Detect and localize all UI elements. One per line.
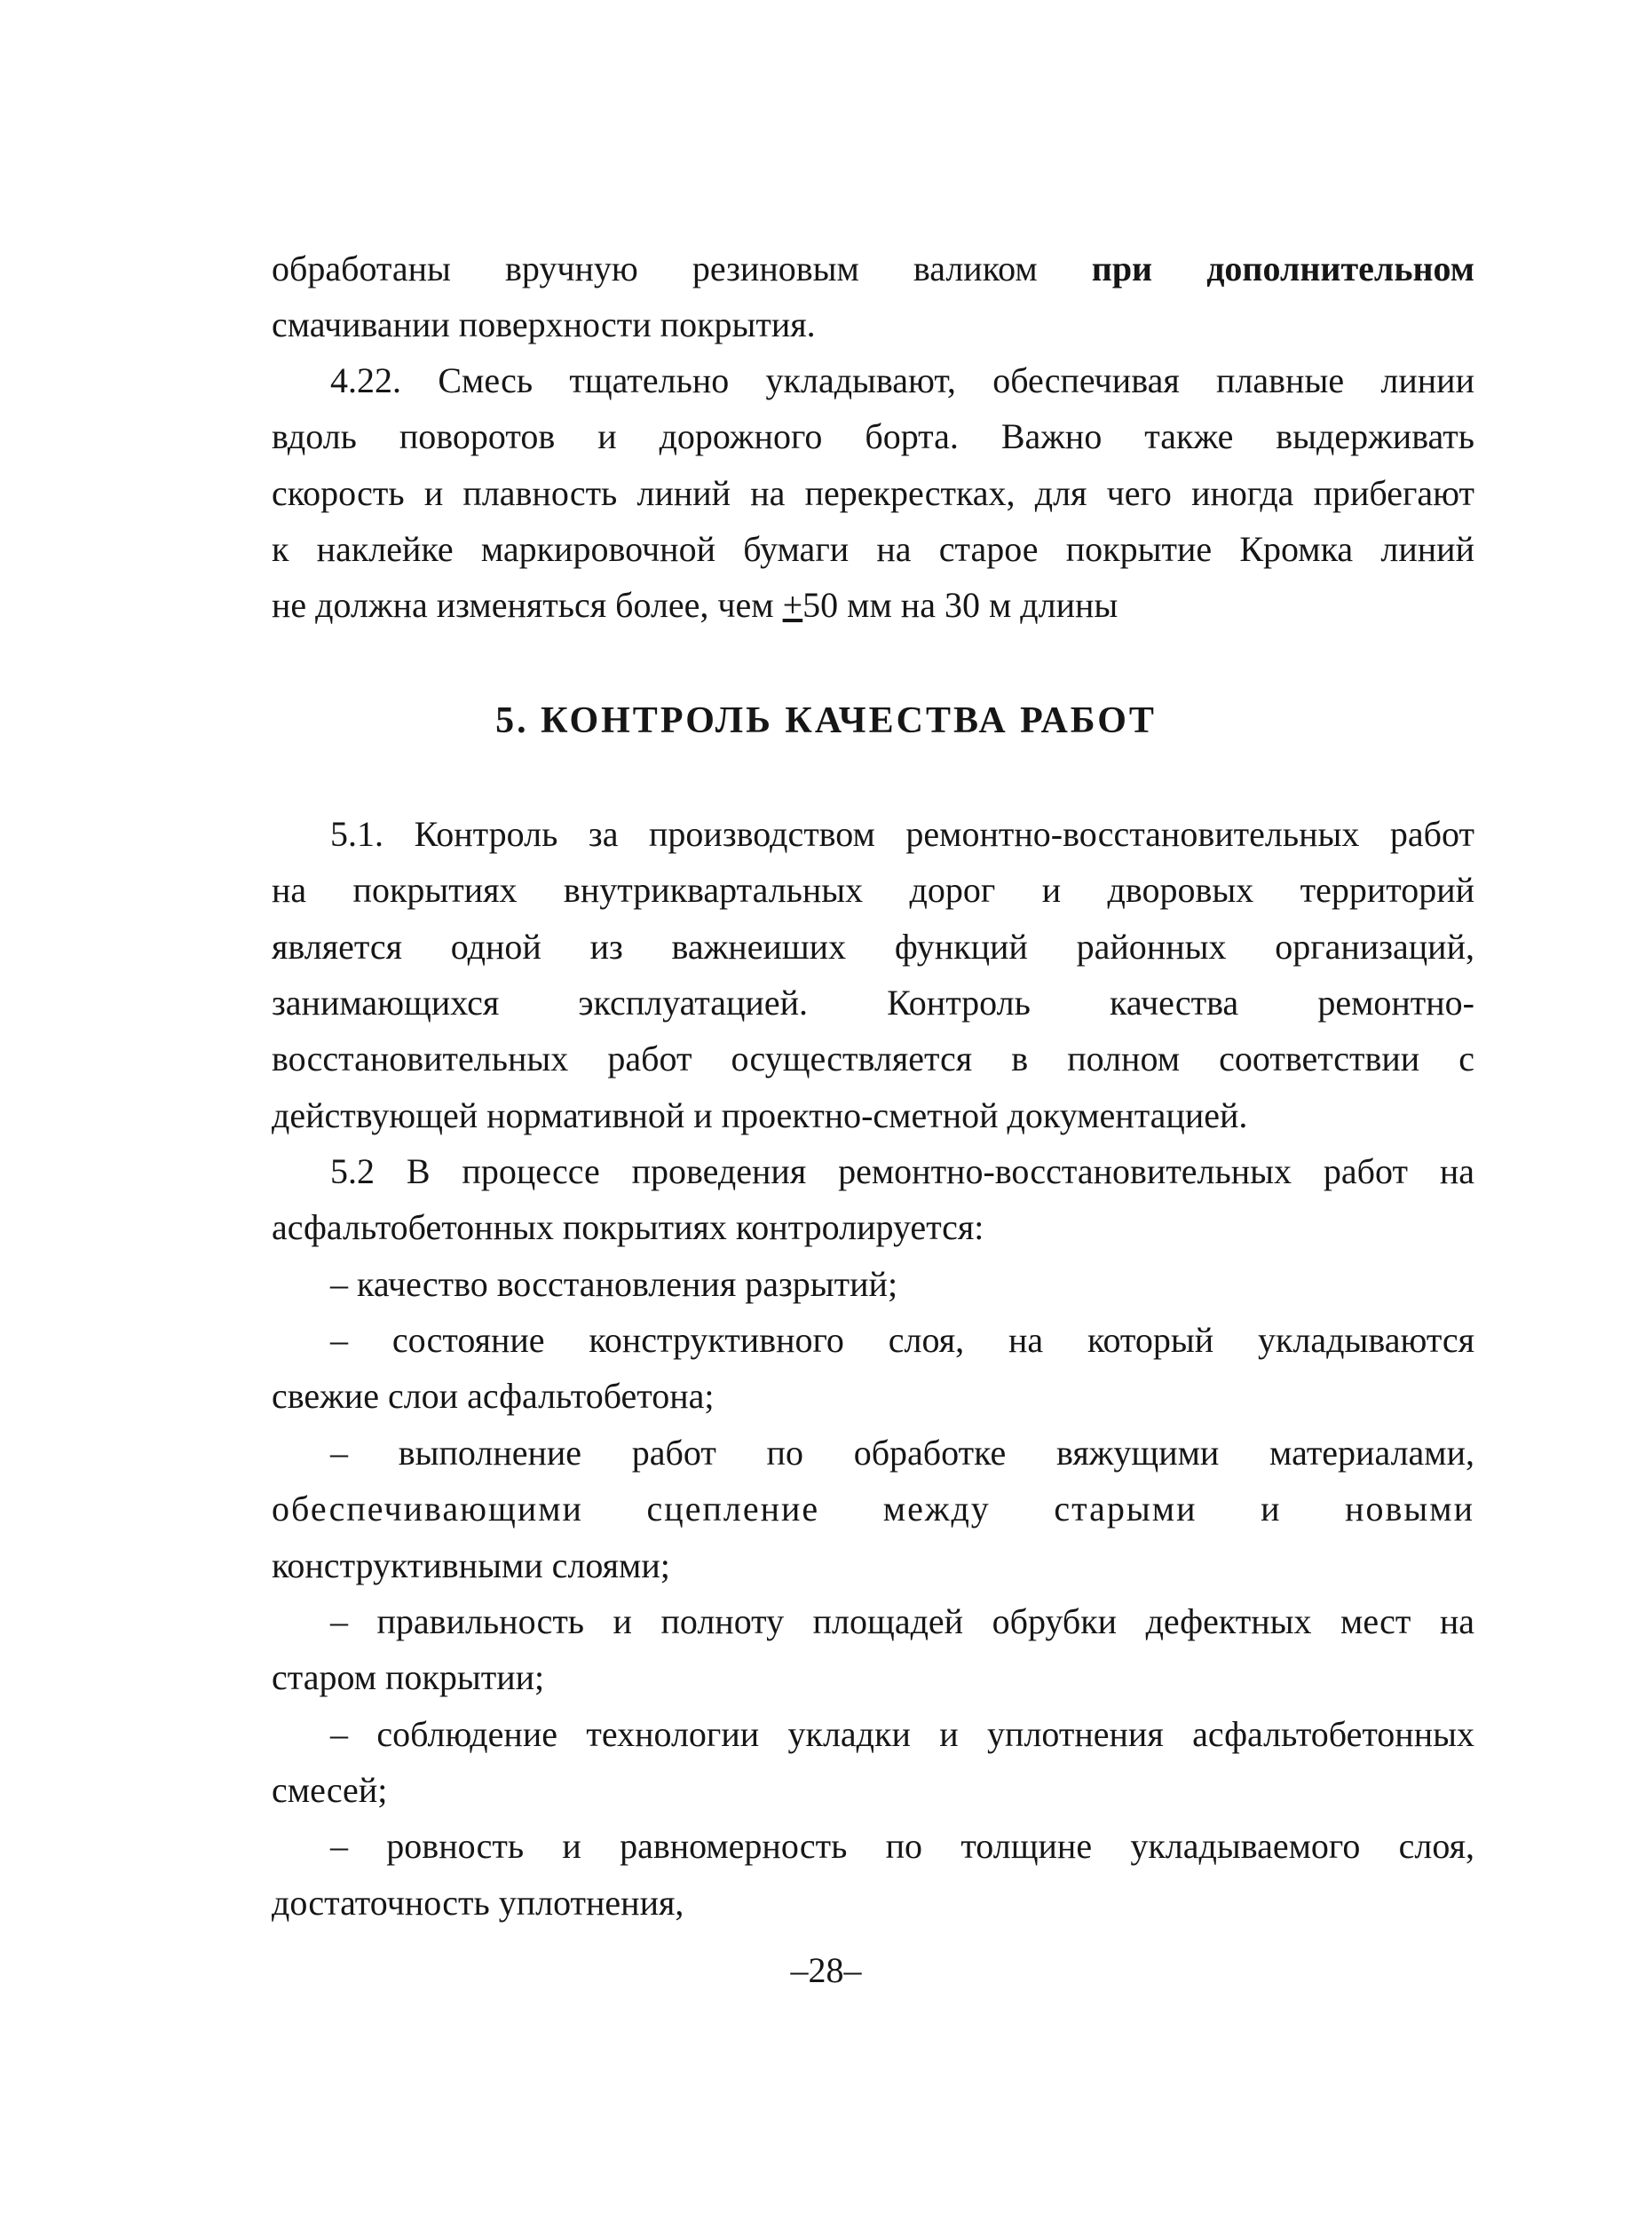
text-line: вдоль поворотов и дорожного борта. Важно также выдерживать — [272, 416, 1474, 456]
text-line: старом покрытии; — [272, 1657, 545, 1697]
plus-minus-sign: + — [782, 585, 803, 625]
page-number: –28– — [790, 1950, 862, 1990]
text-line — [272, 581, 1474, 630]
list-item: – соблюдение технологии укладки и уплотнения асфальтобетонных — [330, 1714, 1474, 1754]
text-line: 5.1. Контроль за производством ремонтно-восстановительных работ — [330, 814, 1474, 854]
text-line: занимающихся эксплуатацией. Контроль качества ремонтно- — [272, 983, 1474, 1023]
text-line: смачивании поверхности покрытия. — [272, 304, 816, 344]
list-item: – выполнение работ по обработке вяжущими материалами, — [330, 1433, 1474, 1473]
text-line: смесей; — [272, 1770, 388, 1810]
text-line — [272, 244, 1474, 294]
text-line: достаточность уплотнения, — [272, 1883, 684, 1923]
bold-text-fragment: при дополнительном — [1091, 249, 1475, 288]
list-item: – состояние конструктивного слоя, на который укладываются — [330, 1320, 1474, 1360]
text-line: действующей нормативной и проектно-сметной документацией. — [272, 1095, 1248, 1135]
text-line: обеспечивающими сцепление между старыми и новыми — [272, 1489, 1474, 1529]
text-line: 4.22. Смесь тщательно укладывают, обеспечивая плавные линии — [330, 360, 1474, 400]
text-fragment: 50 мм на 30 м длины — [802, 585, 1118, 625]
text-fragment: не должна изменяться более, чем — [272, 585, 783, 625]
text-line: является одной из важнеиших функций районных организаций, — [272, 927, 1474, 967]
text-line: скорость и плавность линий на перекрестках, для чего иногда прибегают — [272, 473, 1474, 513]
text-line: свежие слои асфальтобетона; — [272, 1376, 715, 1416]
list-item: – ровность и равномерность по толщине укладываемого слоя, — [330, 1826, 1474, 1866]
section-heading: 5. КОНТРОЛЬ КАЧЕСТВА РАБОТ — [495, 700, 1157, 741]
text-line: на покрытиях внутриквартальных дорог и дворовых территорий — [272, 870, 1474, 910]
text-fragment: обработаны вручную резиновым валиком — [272, 249, 1092, 288]
list-item: – правильность и полноту площадей обрубки дефектных мест на — [330, 1601, 1474, 1641]
text-line: восстановительных работ осуществляется в полном соответствии с — [272, 1039, 1474, 1078]
text-line: 5.2 В процессе проведения ремонтно-восстановительных работ на — [330, 1151, 1474, 1191]
text-line: асфальтобетонных покрытиях контролируется: — [272, 1207, 984, 1247]
text-line: к наклейке маркировочной бумаги на старое покрытие Кромка линий — [272, 529, 1474, 569]
list-item: – качество восстановления разрытий; — [330, 1264, 898, 1304]
text-line: конструктивными слоями; — [272, 1545, 670, 1585]
